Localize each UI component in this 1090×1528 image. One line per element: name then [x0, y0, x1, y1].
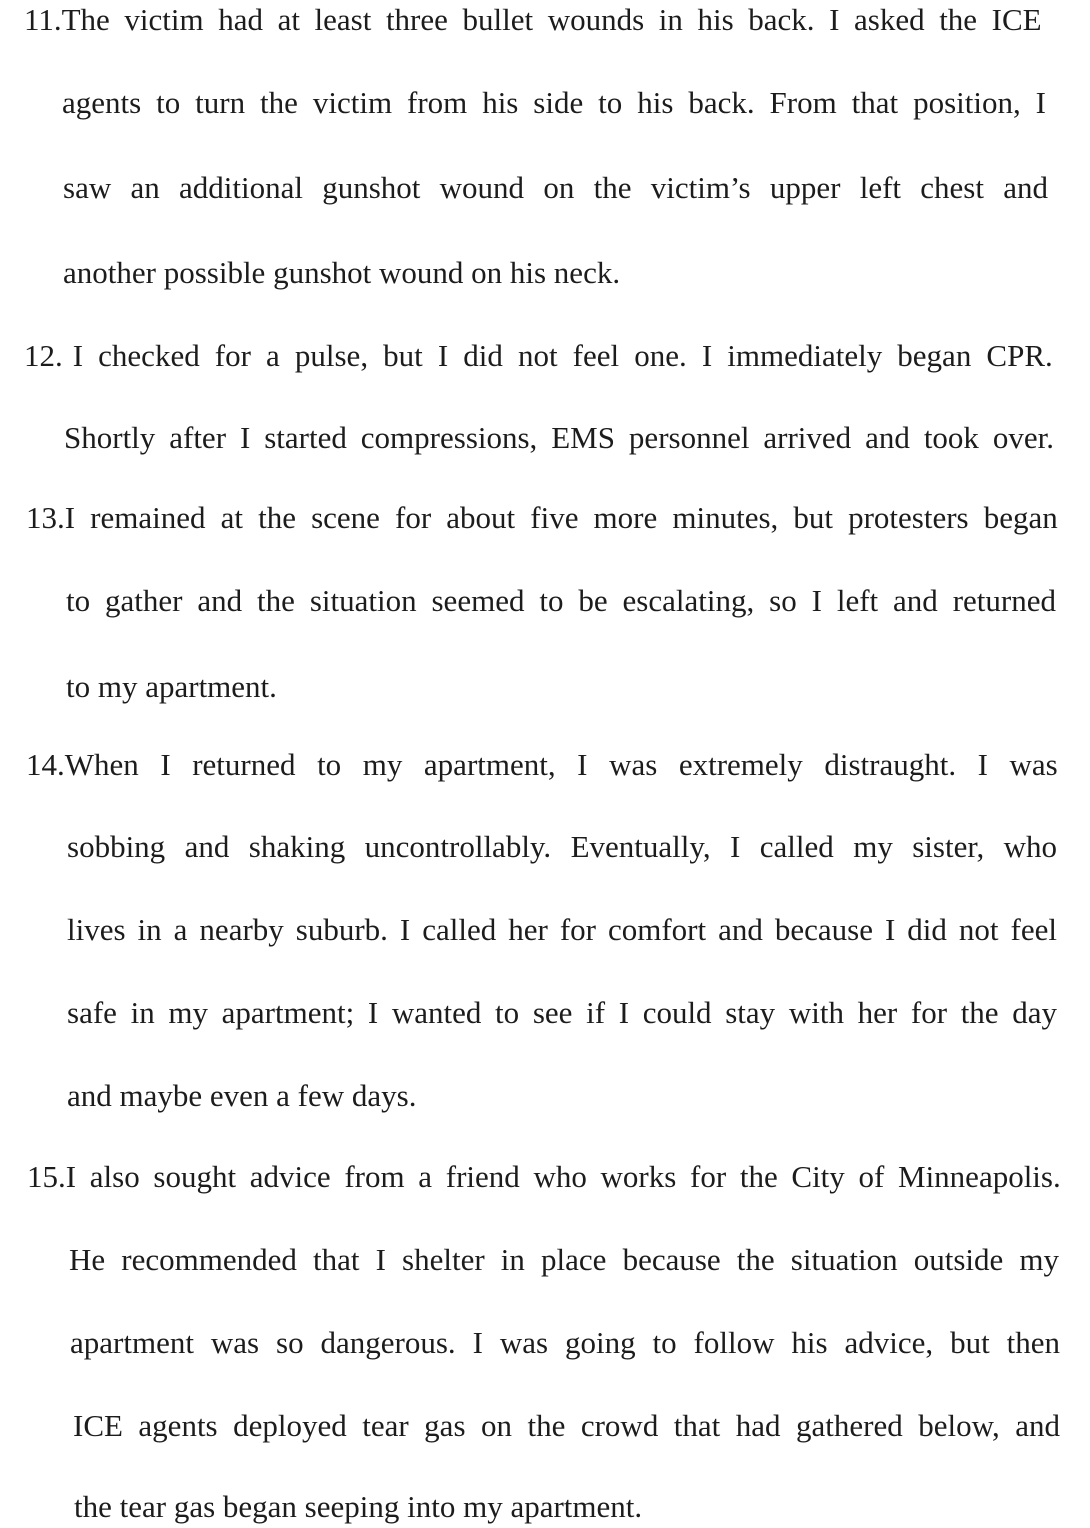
paragraph-number: 11.: [24, 2, 62, 37]
paragraph-14-line-4: [0, 993, 1090, 1033]
paragraph-12-line-1: [0, 336, 1090, 376]
paragraph-text: ICE agents deployed tear gas on the crowd that had gathered below, and: [73, 1408, 1060, 1443]
paragraph-13-line-3: [0, 667, 1090, 707]
paragraph-text: saw an additional gunshot wound on the victim’s upper left chest and: [63, 170, 1048, 205]
paragraph-11-line-2: [0, 83, 1090, 123]
paragraph-13-line-2: [0, 581, 1090, 621]
paragraph-text: lives in a nearby suburb. I called her for comfort and because I did not feel: [67, 912, 1057, 947]
paragraph-text: agents to turn the victim from his side to his back. From that position, I: [62, 85, 1046, 120]
paragraph-text: safe in my apartment; I wanted to see if I could stay with her for the day: [67, 995, 1057, 1030]
paragraph-11-line-4: [0, 253, 1090, 293]
paragraph-text: apartment was so dangerous. I was going to follow his advice, but then: [70, 1325, 1060, 1360]
paragraph-text: He recommended that I shelter in place because the situation outside my: [69, 1242, 1059, 1277]
paragraph-number: 15.: [27, 1159, 66, 1194]
paragraph-text: another possible gunshot wound on his neck.: [63, 255, 621, 290]
paragraph-number: 14.: [26, 747, 65, 782]
paragraph-12-line-2: [0, 418, 1090, 458]
paragraph-text: the tear gas began seeping into my apartment.: [74, 1489, 643, 1524]
paragraph-15-line-1: [0, 1157, 1090, 1197]
paragraph-11-line-3: [0, 168, 1090, 208]
paragraph-text: to my apartment.: [66, 669, 277, 704]
paragraph-15-line-5: [0, 1487, 1090, 1527]
paragraph-13-line-1: [0, 498, 1090, 538]
paragraph-text: When I returned to my apartment, I was extremely distraught. I was: [64, 747, 1058, 782]
paragraph-text: I remained at the scene for about five more minutes, but protesters began: [64, 500, 1058, 535]
paragraph-text: sobbing and shaking uncontrollably. Eventually, I called my sister, who: [67, 829, 1057, 864]
paragraph-11-line-1: [0, 0, 1090, 40]
paragraph-text: I checked for a pulse, but I did not feel one. I immediately began CPR.: [72, 338, 1053, 373]
paragraph-14-line-3: [0, 910, 1090, 950]
paragraph-15-line-3: [0, 1323, 1090, 1363]
paragraph-number: 12.: [24, 338, 63, 373]
paragraph-15-line-2: [0, 1240, 1090, 1280]
paragraph-text: I also sought advice from a friend who works for the City of Minneapolis.: [65, 1159, 1061, 1194]
paragraph-14-line-2: [0, 827, 1090, 867]
paragraph-text: and maybe even a few days.: [67, 1078, 417, 1113]
paragraph-15-line-4: [0, 1406, 1090, 1446]
paragraph-text: to gather and the situation seemed to be escalating, so I left and returned: [66, 583, 1056, 618]
paragraph-14-line-5: [0, 1076, 1090, 1116]
paragraph-number: 13.: [26, 500, 65, 535]
paragraph-text: Shortly after I started compressions, EMS personnel arrived and took over.: [64, 420, 1054, 455]
paragraph-14-line-1: [0, 745, 1090, 785]
paragraph-text: The victim had at least three bullet wounds in his back. I asked the ICE: [61, 2, 1042, 37]
